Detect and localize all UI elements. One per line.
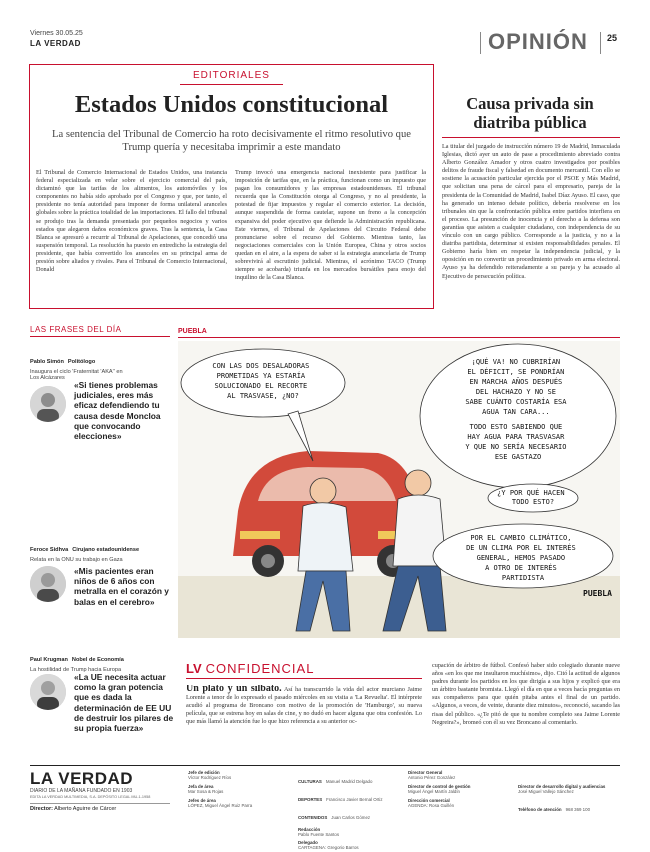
bubble2-line6: AGUA TAN CARA... <box>482 408 550 416</box>
bubble1-line2: PROMETIDAS YA ESTARÍA <box>216 372 306 380</box>
header-section-rule-right <box>600 32 601 54</box>
quote-3-tag: Nobel de Economía <box>71 657 124 663</box>
cartoon-rule <box>178 337 620 338</box>
page-number: 25 <box>607 33 618 43</box>
side-editorial-rule <box>442 137 620 138</box>
footer-credits-col-4: Director de desarrollo digital y audiencias José Miguel Vallejo Sánchez Teléfono de atención 968 369 100 <box>518 784 606 812</box>
confidencial-logo-word: CONFIDENCIAL <box>205 661 315 676</box>
footer-director-rule <box>30 803 170 804</box>
footer-credits-col-3: Director General Antonio Pérez González Director de control de gestión Miguel Ángel Martín Jaldín Dirección comercial AGENDA: Rosa Guillén <box>408 770 471 808</box>
bubble2-line3: EN MARCHA AÑOS DESPUÉS <box>469 378 563 386</box>
footer-credits-col-1: Jefe de edición Víctor Rodríguez Ríos Jefa de área Mar Sosa & Rojas Jefes de área LÓPEZ, Miguel Ángel Ruiz Parra <box>188 770 253 808</box>
quote-3-text: «La UE necesita actuar como la gran potencia que es dada la determinación de EE UU de destruir los pilares de su propia fuerza» <box>74 672 174 734</box>
editorial-kicker-rule <box>180 84 283 85</box>
footer-logo: LA VERDAD <box>30 769 134 788</box>
bubble3-line1: ¿Y POR QUÉ HACEN <box>497 489 565 497</box>
cartoon-signature: PUEBLA <box>583 589 612 598</box>
editorial-box <box>29 64 434 309</box>
confidencial-column-2 <box>432 662 620 765</box>
quote-item-2 <box>30 538 170 607</box>
portrait-pablo-simon <box>30 386 66 422</box>
footer-director-name: Alberto Aguirre de Cárcer <box>54 806 117 812</box>
editorial-kicker: EDITORIALES <box>193 70 270 81</box>
quote-1-text: «Si tienes problemas judiciales, eres más eficaz defendiendo tu causa desde Moncloa que convocando elecciones» <box>74 380 161 442</box>
editorial-title: Estados Unidos constitucional <box>74 91 389 118</box>
quote-2-text: «Mis pacientes eran niños de 6 años con metralla en el corazón y balas en el cerebro» <box>74 566 169 607</box>
footer-tagline: DIARIO DE LA MAÑANA FUNDADO EN 1903 <box>30 788 133 794</box>
confidencial-col2-text: cupación de árbitro de fútbol. Confesó haber sido colegiado durante nueve años «en los que me insultaron muchísimo», dijo. Citó la actitud de algunos padres durante los partidos en los que dirigía a sus hijos y explicó que era un árbitro bastante bromista. Llegó el día en que a veces hacía preguntas en sus compañeros para que quién pitaba antes el final de un partido. «Algunos, a veces, de veinte, durante diez minutos», reconoció, sacando las risas del público. «¿Te pitó de que tu nombre completo sea Jaime Lorente Negreira?», bromeó con él su vez Broncano al comentarlo. <box>432 662 620 726</box>
quote-1-tag: Politólogo <box>67 359 96 365</box>
portrait-paul-krugman <box>30 674 66 710</box>
bubble2-line4: DEL HACHAZO Y NO SE <box>475 388 556 396</box>
bubble4-line4: A OTRO DE INTERÉS <box>485 564 557 572</box>
quote-2-tag: Cirujano estadounidense <box>72 547 140 553</box>
confidencial-col1-text: Así ha transcurrido la vida del actor murciano Jaime Lorente a tenor de lo expresado el pasado miércoles en su visita a 'La Revuelta'. El intérprete acudió al programa de Broncano con motivo de la promoción de 'Hamburgo', su nueva película, que se estrena hoy en salas de cine, y no dudó en hacer alguna que otra confesión. Lo que más llamó la atención fue lo que hizo referencia a su anterior oc- <box>186 686 422 726</box>
person-icon <box>30 386 66 422</box>
quote-2-name: Feroce Sidhva <box>30 547 69 553</box>
bubble2-line9: Y QUE NO SERÍA NECESARIO <box>465 443 567 451</box>
bubble2-line8: HAY AGUA PARA TRASVASAR <box>467 433 565 441</box>
header-date: Viernes 30.05.25 <box>30 30 83 37</box>
footer-top-rule <box>30 765 620 766</box>
bubble1-line1: CON LAS DOS DESALADORAS <box>212 362 310 370</box>
footer-director-label: Director: <box>30 806 53 812</box>
bubble3-line2: TODO ESTO? <box>511 498 555 506</box>
bubble2-line10: ESE GASTAZO <box>494 453 542 461</box>
confidencial-logo <box>186 660 314 678</box>
person-icon <box>30 566 66 602</box>
quote-1-context: Inaugura el ciclo 'Fraternitat 'AKA'' en Los Alcázares <box>30 369 123 381</box>
cartoon-frame <box>178 341 620 638</box>
side-editorial-body <box>442 143 620 306</box>
bubble4-line3: GENERAL, HEMOS PASADO <box>476 554 566 562</box>
bubble4-line5: PARTIDISTA <box>501 574 545 582</box>
editorial-col1-text: El Tribunal de Comercio Internacional de Estados Unidos, una instancia federal especializada en velar sobre el ejercicio comercial del país, dictaminó que las tarifas de los alimentos, los automóviles y los componentes no había sido aprobado por el Congreso y que, por tanto, el presidente no tenía autoridad para imponer de forma unilateral aranceles globales sobre la práctica totalidad de las importaciones. El fallo del tribunal se produjo tras la demanda presentada por pequeños negocios y varios estados que alegaron daños económicos graves. Tras la sentencia, la Casa Blanca se apresuró a recurrir al Tribunal de Apelaciones, que concedió una suspensión temporal. La resolución ha puesto en entredicho la estrategia del presidente, que había convertido los aranceles en su principal arma de presión sobre aliados y rivales. Para el Tribunal de Comercio Internacional, Donald <box>36 169 227 274</box>
quote-item-3 <box>30 648 174 734</box>
header-paper-name: LA VERDAD <box>30 39 81 48</box>
quotes-section-title: LAS FRASES DEL DÍA <box>30 325 122 334</box>
cartoon-author-label: PUEBLA <box>178 328 207 335</box>
person-icon <box>30 674 66 710</box>
editorial-column-2 <box>235 169 426 304</box>
portrait-feroce-sidhva <box>30 566 66 602</box>
bubble2-line1: ¡QUÉ VA! NO CUBRIRÍAN <box>471 358 561 366</box>
footer-tagline-2: EDITA LA VERDAD MULTIMEDIA, S.A. DEPÓSITO LEGAL MU-1-1958 <box>30 795 151 799</box>
bubble1-line3: SOLUCIONADO EL RECORTE <box>214 382 308 390</box>
editorial-column-1 <box>36 169 227 304</box>
footer-credits-col-2: CULTURAS Manuel Madrid Delgado DEPORTES Francisco Javier Bernal Ortiz CONTENIDOS Juan Carlos Gómez Redacción Pablo Fuente Santos Delegado CARTAGENA: Gregorio Barros <box>298 779 383 850</box>
confidencial-logo-rule <box>186 678 422 679</box>
bubble2-line5: SABE CUÁNTO COSTARÍA ESA <box>465 398 567 406</box>
editorial-subtitle: La sentencia del Tribunal de Comercio ha roto decisivamente el ritmo resolutivo que Trump quería y necesitaba imprimir a este mandato <box>52 129 411 153</box>
bubble4-line1: POR EL CAMBIO CLIMÁTICO, <box>470 534 572 542</box>
quote-item-1 <box>30 350 170 442</box>
confidencial-column-1 <box>186 685 422 765</box>
cartoon-illustration <box>178 341 620 638</box>
confidencial-logo-lv: LV <box>186 661 202 676</box>
quote-3-name: Paul Krugman <box>30 657 68 663</box>
footer-director <box>30 806 116 812</box>
bubble2-line7: TODO ESTO SABIENDO QUE <box>469 423 563 431</box>
bubble4-line2: DE UN CLIMA POR EL INTERÉS <box>466 544 576 552</box>
side-editorial-text: La titular del juzgado de instrucción número 19 de Madrid, Inmaculada Iglesias, dictó ayer un auto de pase a procedimiento abreviado contra Alberto González Amador y otros cuatro investigados por posibles delitos de fraude fiscal y falsedad en documento mercantil. Con ello se sostiene la acusación particular ejercida por el PSOE y Más Madrid, que solicitan una pena de cárcel para el empresario, pareja de la presidenta de la Comunidad de Madrid, Isabel Díaz Ayuso. El caso, que ha generado un intenso debate político, debería resolverse en los tribunales sin que la confrontación pública entre partidos interfiera en el proceso. La presunción de inocencia y el derecho a la defensa son garantías que asisten a cualquier ciudadano, con independencia de su vínculo con un cargo público. Corresponde a la justicia, y no a la diatriba partidista, determinar si existen responsabilidades penales. El Gobierno haría bien en respetar la independencia judicial, y la oposición en no convertir un procedimiento privado en arma electoral. Ayuso ya ha defendido reiteradamente a su pareja y ha acusado al Ejecutivo de persecución política. <box>442 143 620 280</box>
quote-1-name: Pablo Simón <box>30 359 64 365</box>
quote-3-context: La hostilidad de Trump hacia Europa <box>30 667 122 673</box>
quote-2-context: Relata en la ONU su trabajo en Gaza <box>30 557 123 563</box>
bubble1-line4: AL TRASVASE, ¿NO? <box>227 392 299 400</box>
header-section-rule <box>480 32 481 54</box>
quotes-title-rule <box>30 336 170 337</box>
side-editorial-title: Causa privada sin diatriba pública <box>466 94 594 132</box>
editorial-col2-text: Trump invocó una emergencia nacional inexistente para justificar la imposición de tarifas que, en la práctica, funcionan como un impuesto que pagan los consumidores y las empresas estadounidenses. El tribunal recuerda que la Constitución otorga al Congreso, y no al presidente, la potestad de fijar impuestos y regular el comercio exterior. La decisión, aunque suspendida de forma cautelar, supone un freno a la concepción expansiva del poder ejecutivo que defiende la Administración republicana. Este viernes, el Tribunal de Apelaciones del Circuito Federal debe pronunciarse sobre el recurso del Gobierno. Mientras tanto, las negociaciones comerciales con la Unión Europea, China y otros socios quedan en el aire, a la espera de saber si la estrategia arancelaria de Trump sobrevivirá al escrutinio judicial. Mientras, el acrónimo TACO (Trump siempre se acobarda) triunfa en los mercados bursátiles para enojo del inquilino de la Casa Blanca. <box>235 169 426 282</box>
section-title: OPINIÓN <box>488 29 588 54</box>
confidencial-headline: Un plató y un silbato. <box>186 685 282 694</box>
bubble2-line2: EL DÉFICIT, SE PONDRÍAN <box>467 368 565 376</box>
